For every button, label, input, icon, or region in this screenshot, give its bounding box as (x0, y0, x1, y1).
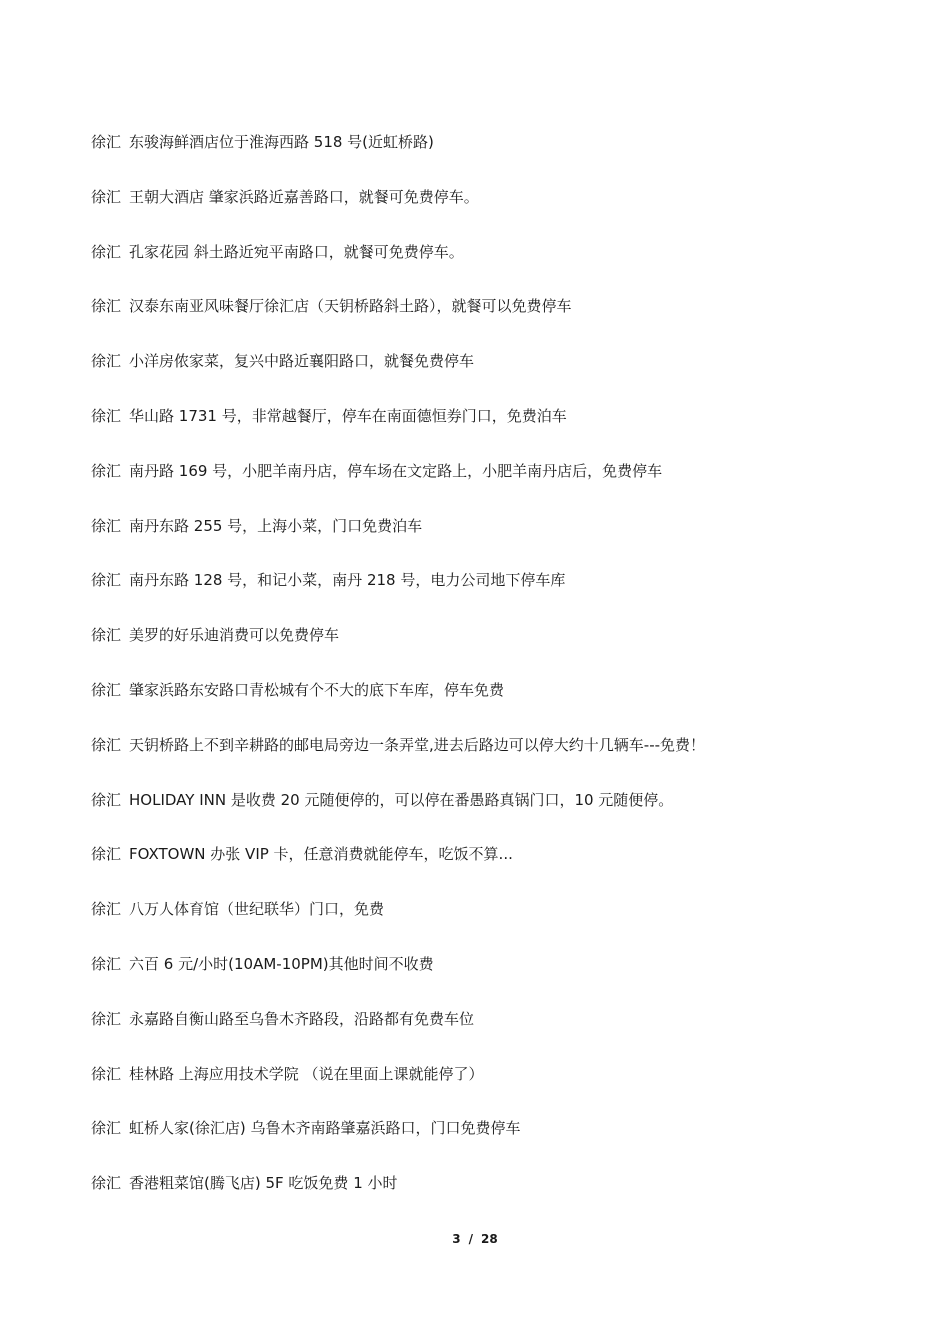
district-label: 徐汇 (91, 1064, 122, 1083)
parking-description: FOXTOWN 办张 VIP 卡，任意消费就能停车，吃饭不算... (129, 845, 513, 864)
district-label: 徐汇 (91, 187, 122, 206)
parking-description: HOLIDAY INN 是收费 20 元随便停的，可以停在番愚路真锅门口，10 元随便停。 (129, 790, 674, 809)
district-label: 徐汇 (91, 1009, 122, 1028)
parking-description: 小洋房侬家菜，复兴中路近襄阳路口，就餐免费停车 (129, 352, 475, 371)
parking-description: 八万人体育馆（世纪联华）门口，免费 (129, 900, 385, 919)
district-label: 徐汇 (91, 735, 122, 754)
parking-description: 肇家浜路东安路口青松城有个不大的底下车库，停车免费 (129, 680, 505, 699)
parking-description: 香港粗菜馆(腾飞店) 5F 吃饭免费 1 小时 (129, 1174, 398, 1193)
district-label: 徐汇 (91, 626, 122, 645)
list-item (91, 897, 891, 952)
parking-description: 东骏海鲜酒店位于淮海西路 518 号(近虹桥路) (129, 133, 434, 151)
list-item (91, 1116, 891, 1171)
district-label: 徐汇 (91, 571, 122, 590)
district-label: 徐汇 (91, 297, 122, 316)
list-item (91, 185, 891, 240)
parking-description: 南丹东路 128 号，和记小菜，南丹 218 号，电力公司地下停车库 (129, 571, 566, 590)
list-item (91, 952, 891, 1007)
district-label: 徐汇 (91, 900, 122, 919)
parking-description: 美罗的好乐迪消费可以免费停车 (129, 626, 340, 645)
parking-description: 孔家花园 斜土路近宛平南路口，就餐可免费停车。 (129, 242, 464, 261)
district-label: 徐汇 (91, 516, 122, 535)
page-number-footer (0, 1232, 950, 1246)
district-label: 徐汇 (91, 242, 122, 261)
district-label: 徐汇 (91, 680, 122, 699)
parking-description: 王朝大酒店 肇家浜路近嘉善路口，就餐可免费停车。 (129, 187, 479, 206)
list-item (91, 842, 891, 897)
list-item (91, 404, 891, 459)
list-item (91, 130, 891, 185)
parking-list (91, 130, 891, 1226)
list-item (91, 788, 891, 843)
parking-description: 桂林路 上海应用技术学院 （说在里面上课就能停了） (129, 1064, 484, 1083)
district-label: 徐汇 (91, 352, 122, 371)
list-item (91, 1007, 891, 1062)
parking-description: 六百 6 元/小时(10AM-10PM)其他时间不收费 (129, 954, 434, 973)
parking-description: 永嘉路自衡山路至乌鲁木齐路段，沿路都有免费车位 (129, 1009, 475, 1028)
current-page-number: 3 (452, 1232, 461, 1246)
district-label: 徐汇 (91, 845, 122, 864)
district-label: 徐汇 (91, 1119, 122, 1138)
list-item (91, 678, 891, 733)
district-label: 徐汇 (91, 461, 122, 480)
district-label: 徐汇 (91, 790, 122, 809)
total-pages-number: 28 (481, 1232, 498, 1246)
list-item (91, 349, 891, 404)
list-item (91, 733, 891, 788)
parking-description: 虹桥人家(徐汇店) 乌鲁木齐南路肇嘉浜路口，门口免费停车 (129, 1119, 521, 1138)
list-item (91, 568, 891, 623)
district-label: 徐汇 (91, 1174, 122, 1193)
list-item (91, 514, 891, 569)
list-item (91, 459, 891, 514)
page-separator: / (468, 1232, 474, 1246)
district-label: 徐汇 (91, 406, 122, 425)
parking-description: 汉泰东南亚风味餐厅徐汇店（天钥桥路斜土路），就餐可以免费停车 (129, 297, 572, 316)
district-label: 徐汇 (91, 954, 122, 973)
list-item (91, 623, 891, 678)
parking-description: 华山路 1731 号，非常越餐厅，停车在南面德恒券门口，免费泊车 (129, 406, 567, 425)
parking-description: 天钥桥路上不到辛耕路的邮电局旁边一条弄堂,进去后路边可以停大约十几辆车---免费！ (129, 735, 706, 754)
list-item (91, 1062, 891, 1117)
district-label: 徐汇 (91, 133, 122, 151)
parking-description: 南丹东路 255 号，上海小菜，门口免费泊车 (129, 516, 423, 535)
list-item (91, 1171, 891, 1226)
parking-description: 南丹路 169 号，小肥羊南丹店，停车场在文定路上，小肥羊南丹店后，免费停车 (129, 461, 663, 480)
list-item (91, 294, 891, 349)
list-item (91, 240, 891, 295)
